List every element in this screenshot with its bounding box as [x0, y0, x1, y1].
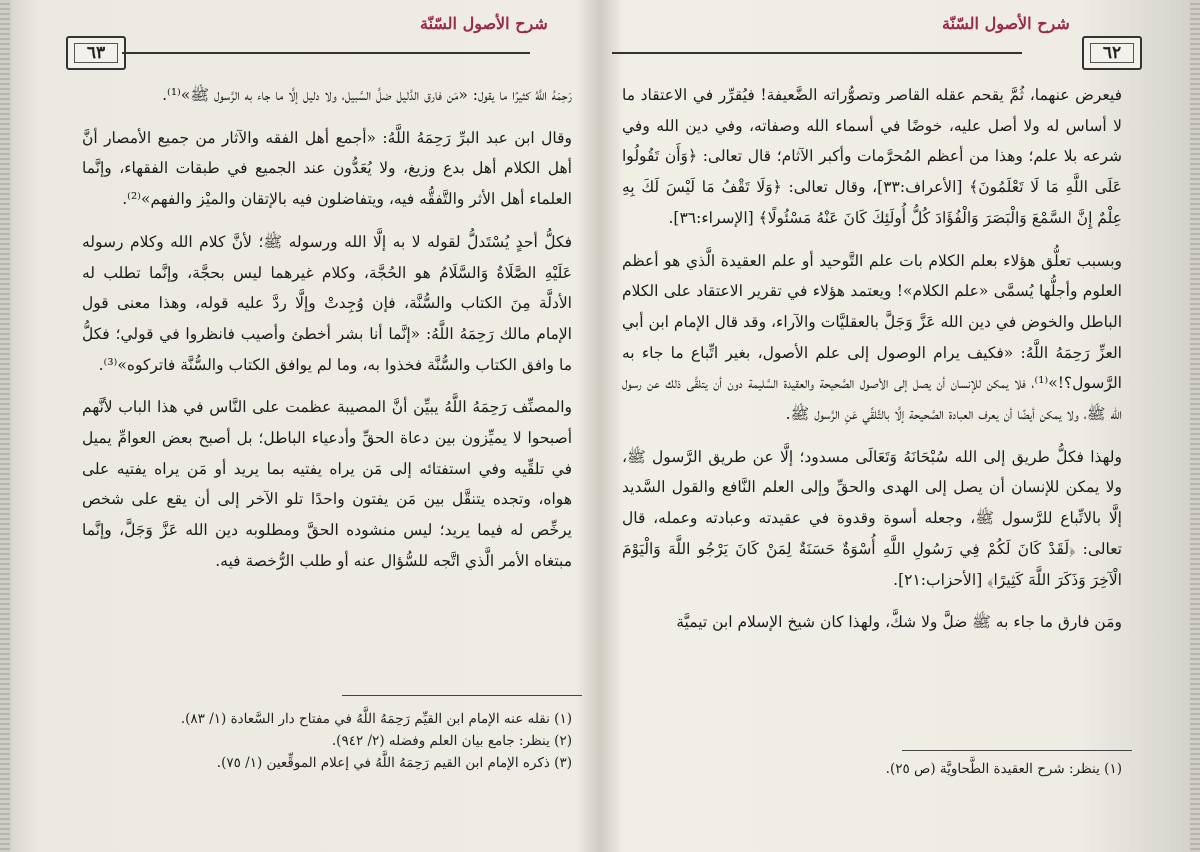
- page-edge-right: [1190, 0, 1200, 852]
- right-page: [612, 0, 1150, 852]
- paragraph: وبسبب تعلُّق هؤلاء بعلم الكلام بات علم التَّوحيد أو علم العقيدة الَّذي هو أعظم العلوم وأجلُّها يُسمَّى «علم الكلام»! ويعتمد هؤلاء في تقرير الاعتقاد على الكلام الباطل والخوض في دين الله عَزَّ وَجَلَّ بالعقليَّات والآراء، وقد قال الإمام ابن أبي العزِّ رَحِمَهُ اللَّهُ: «فكيف يرام الوصول إلى علم الأصول، بغير اتِّباع ما جاء به الرَّسول؟!»⁽¹⁾، فلا يمكن للإنسان أن يصل إلى الأصول الصَّحيحة والعقيدة السَّليمة دون أن يتلقَّى ذلك عن رسول الله ﷺ، ولا يمكن أيضًا أن يعرف العبادة الصَّحيحة إلَّا بالتَّلقِّي عَنِ الرَّسول ﷺ.: [622, 251, 1122, 424]
- paragraph: ولهذا فكلُّ طريق إلى الله سُبْحَانَهُ وَتَعَالَى مسدود؛ إلَّا عن طريق الرَّسول ﷺ، ولا يمكن للإنسان أن يصل إلى الهدى والحقِّ وإلى العلم النَّافع والقول السَّديد إلَّا بالاتِّباع للرَّسول ﷺ، وجعله أسوة وقدوة في عقيدته وعبادته وعمله، قال تعالى: ﴿لَقَدْ كَانَ لَكُمْ فِي رَسُولِ اللَّهِ أُسْوَةٌ حَسَنَةٌ لِمَنْ كَانَ يَرْجُو اللَّهَ وَالْيَوْمَ الْآخِرَ وَذَكَرَ اللَّهَ كَثِيرًا﴾ [الأحزاب:٢١].: [622, 447, 1122, 589]
- running-title: شرح الأصول السّنّة: [420, 14, 548, 33]
- footnotes: [622, 758, 1122, 780]
- paragraph: رَحِمَهُ اللَّهُ كثيرًا ما يقول: «مَن فارق الدَّليل ضلَّ السَّبيل، ولا دليل إلَّا ما جاء به الرَّسول ﷺ»⁽¹⁾.: [162, 86, 572, 104]
- header-rule: [122, 52, 530, 54]
- footnotes: [82, 708, 572, 774]
- body-text: [622, 80, 1122, 650]
- page-number: ٦٢: [1082, 36, 1142, 70]
- page-number: ٦٣: [66, 36, 126, 70]
- paragraph: فكلُّ أحدٍ يُسْتَدلُّ لقوله لا به إلَّا الله ورسوله ﷺ؛ لأنَّ كلام الله وكلام رسوله عَلَيْهِ الصَّلَاةُ وَالسَّلَامُ هو الحُجَّة، وكلام غيرهما ليس بحجَّة، وإنَّما تطلب له الأدلَّة مِنَ الكتاب والسُّنَّة، فإن وُجِدتْ وإلَّا ردَّ عليه قوله، وهذا معنى قول الإمام مالك رَحِمَهُ اللَّهُ: «إنَّما أنا بشر أخطئ وأصيب فانظروا في قولي؛ فكلُّ ما وافق الكتاب والسُّنَّة فخذوا به، وما لم يوافق الكتاب والسُّنَّة فاتركوه»⁽³⁾.: [82, 232, 572, 374]
- paragraph: والمصنِّف رَحِمَهُ اللَّهُ يبيِّن أنَّ المصيبة عظمت على النَّاس في هذا الباب لأنَّهم أصبحوا لا يميِّزون بين دعاة الحقِّ وأدعياء الباطل؛ بل أصبح بعض العوامِّ يميل في تلقِّيه وفي استفتائه إلى مَن يراه يفتيه بما يريد أو مَن يراه يفتيه على هواه، وتجده يتنقَّل بين مَن يفتون واحدًا تلو الآخر إلى أن يقع على شخص يرخِّص له فيما يريد؛ ليس منشوده الحقَّ ومطلوبه دين الله عَزَّ وَجَلَّ، وإنَّما مبتغاه الأمر الَّذي اتَّجه للسُّؤال عنه أو طلب الرُّخصة فيه.: [82, 398, 572, 570]
- body-text: [82, 80, 572, 589]
- paragraph: وقال ابن عبد البرِّ رَحِمَهُ اللَّهُ: «أجمع أهل الفقه والآثار من جميع الأمصار أنَّ أهل الكلام أهل بدع وزيغ، ولا يُعَدُّون عند الجميع في طبقات الفقهاء، وإنَّما العلماء أهل الأثر والتَّفقُّه فيه، ويتفاضلون فيه بالإتقان والميْز والفهم»⁽²⁾.: [82, 128, 572, 209]
- footnote: (٢) ينظر: جامع بيان العلم وفضله (٢/ ٩٤٢).: [331, 733, 572, 749]
- footnote-rule: [342, 695, 582, 696]
- page-edge-left: [0, 0, 10, 852]
- left-page: [60, 0, 595, 852]
- footnote: (١) نقله عنه الإمام ابن القيِّم رَحِمَهُ اللَّهُ في مفتاح دار السَّعادة (١/ ٨٣).: [180, 711, 572, 727]
- paragraph: فيعرض عنهما، ثُمَّ يقحم عقله القاصر وتصوُّراته الضَّعيفة! فيُقرِّر في الاعتقاد ما لا أساس له ولا أصل عليه، خوضًا في أسماء الله وصفاته، وفي دين الله وفي شرعه بلا علم؛ وهذا من أعظم المُحرَّمات وأكبر الآثام؛ قال تعالى: ﴿وَأَن تَقُولُوا عَلَى اللَّهِ مَا لَا تَعْلَمُونَ﴾ [الأعراف:٣٣]، وقال تعالى: ﴿وَلَا تَقْفُ مَا لَيْسَ لَكَ بِهِ عِلْمٌ إِنَّ السَّمْعَ وَالْبَصَرَ وَالْفُؤَادَ كُلُّ أُولَئِكَ كَانَ عَنْهُ مَسْئُولًا﴾ [الإسراء:٣٦].: [622, 86, 1122, 227]
- running-title: شرح الأصول السّنّة: [942, 14, 1070, 33]
- footnote: (٣) ذكره الإمام ابن القيم رَحِمَهُ اللَّهُ في إعلام الموقِّعين (١/ ٧٥).: [216, 755, 572, 771]
- header-rule: [612, 52, 1022, 54]
- footnote: (١) ينظر: شرح العقيدة الطَّحاويَّة (ص ٢٥).: [885, 761, 1122, 777]
- footnote-rule: [902, 750, 1132, 751]
- paragraph: ومَن فارق ما جاء به ﷺ ضلَّ ولا شكَّ، ولهذا كان شيخ الإسلام ابن تيميَّة: [676, 613, 1122, 632]
